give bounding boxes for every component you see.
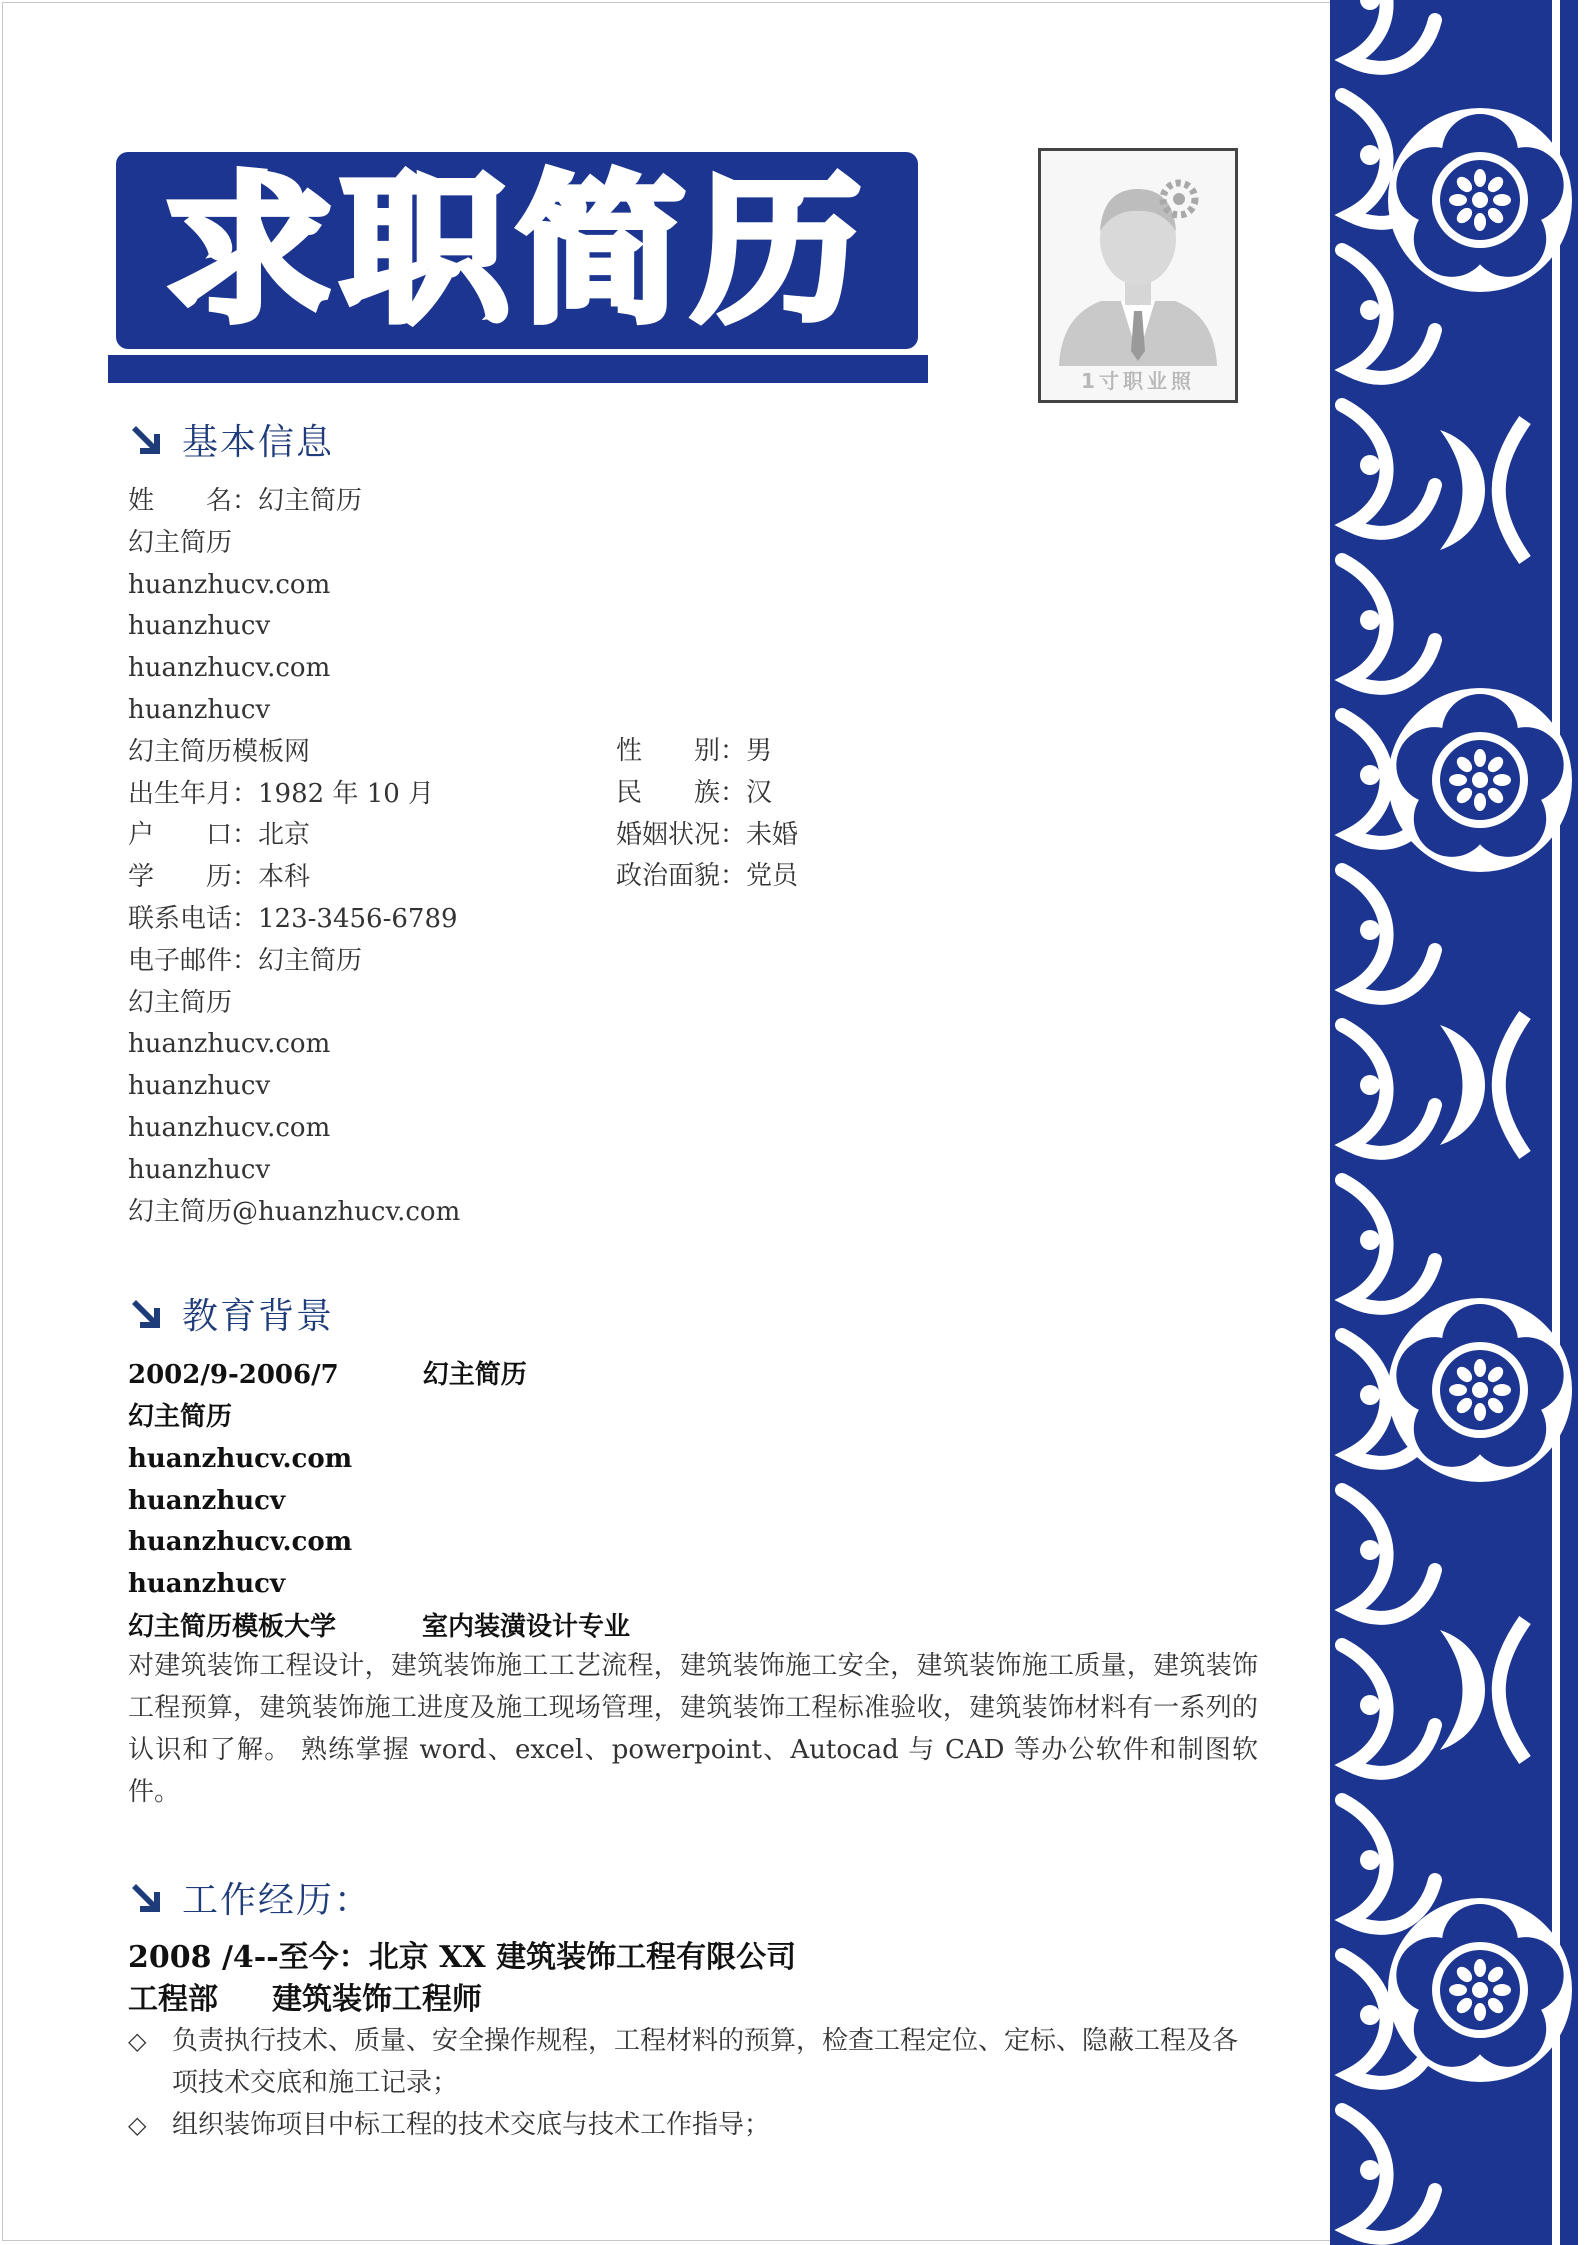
section-title: 基本信息: [182, 421, 335, 463]
basic-info-line: huanzhucv: [128, 1071, 271, 1102]
basic-info-line: 幻主简历: [128, 527, 233, 558]
basic-info-line: 户 口：北京: [128, 820, 311, 851]
basic-info-line: huanzhucv: [128, 695, 271, 725]
education-line: huanzhucv.com: [128, 1443, 353, 1474]
section-work-heading: [128, 1872, 372, 1922]
work-bullet-text: 组织装饰项目中标工程的技术交底与技术工作指导；: [172, 2110, 771, 2140]
basic-info-line: huanzhucv: [128, 1154, 271, 1185]
education-period-school: 幻主简历: [422, 1360, 527, 1390]
education-description: 对建筑装饰工程设计，建筑装饰施工工艺流程，建筑装饰施工安全，建筑装饰施工质量，建筑装饰工程预算，建筑装饰施工进度及施工现场管理，建筑装饰工程标准验收，建筑装饰材料有一系列的认识和了解。 熟练掌握 word、excel、powerpoint、Autocad 与 CAD 等办公软件和制图软件。: [128, 1651, 1258, 1807]
basic-info-line: huanzhucv.com: [128, 569, 331, 600]
diamond-bullet-icon: ◇: [128, 2111, 147, 2139]
arrow-down-right-icon: [128, 1880, 162, 1914]
education-line: huanzhucv: [128, 1485, 286, 1516]
photo-caption: 1寸职业照: [1081, 369, 1195, 393]
basic-info-right-line: 婚姻状况：未婚: [616, 819, 799, 850]
avatar-icon: [1041, 151, 1235, 400]
basic-info-line: 幻主简历: [128, 987, 233, 1018]
section-basic-info-heading: [128, 414, 334, 464]
section-title: 工作经历：: [182, 1879, 373, 1921]
photo-placeholder: [1038, 148, 1238, 403]
basic-info-line: 出生年月：1982 年 10 月: [128, 778, 435, 809]
education-period: 2002/9-2006/7: [128, 1360, 339, 1390]
education-period-line: [128, 1360, 527, 1390]
work-bullet-text: 负责执行技术、质量、安全操作规程，工程材料的预算，检查工程定位、定标、隐蔽工程及各项技术交底和施工记录；: [172, 2026, 1239, 2098]
education-line: huanzhucv: [128, 1569, 286, 1600]
basic-info-right-line: 性 别：男: [616, 736, 773, 766]
work-period-company: 2008 /4--至今：北京 XX 建筑装饰工程有限公司: [128, 1940, 797, 1975]
work-role-line: [128, 1980, 482, 2020]
education-line: 幻主简历: [128, 1402, 233, 1432]
education-major: 室内装潢设计专业: [422, 1612, 631, 1642]
basic-info-line: 姓 名：幻主简历: [128, 486, 363, 516]
basic-info-line: 幻主简历@huanzhucv.com: [128, 1196, 461, 1227]
basic-info-right-line: 政治面貌：党员: [616, 861, 799, 892]
title-underline-bar: [108, 355, 928, 383]
education-school: 幻主简历模板大学: [128, 1612, 337, 1642]
title-plate: [122, 158, 912, 343]
work-bullet: [128, 2104, 1258, 2146]
basic-info-line: 电子邮件：幻主简历: [128, 945, 363, 976]
basic-info-line: huanzhucv.com: [128, 1029, 331, 1060]
page-title: 求职简历: [165, 157, 869, 344]
basic-info-right-line: 民 族：汉: [616, 777, 773, 808]
education-school-line: [128, 1612, 630, 1642]
arrow-down-right-icon: [128, 1296, 162, 1330]
diamond-bullet-icon: ◇: [128, 2027, 147, 2055]
basic-info-line: 联系电话：123-3456-6789: [128, 904, 458, 934]
basic-info-line: huanzhucv.com: [128, 1113, 331, 1143]
section-education-heading: [128, 1288, 334, 1338]
title-banner: [108, 150, 928, 385]
basic-info-line: 学 历：本科: [128, 862, 311, 893]
work-bullet: [128, 2020, 1258, 2104]
education-line: huanzhucv.com: [128, 1527, 353, 1558]
basic-info-line: huanzhucv: [128, 611, 271, 642]
basic-info-line: huanzhucv.com: [128, 653, 331, 684]
section-title: 教育背景: [182, 1295, 335, 1337]
basic-info-line: 幻主简历模板网: [128, 736, 311, 767]
decorative-border: [1330, 0, 1587, 2245]
work-position: 建筑装饰工程师: [272, 1982, 482, 2017]
work-department: 工程部: [128, 1982, 218, 2017]
arrow-down-right-icon: [128, 422, 162, 456]
